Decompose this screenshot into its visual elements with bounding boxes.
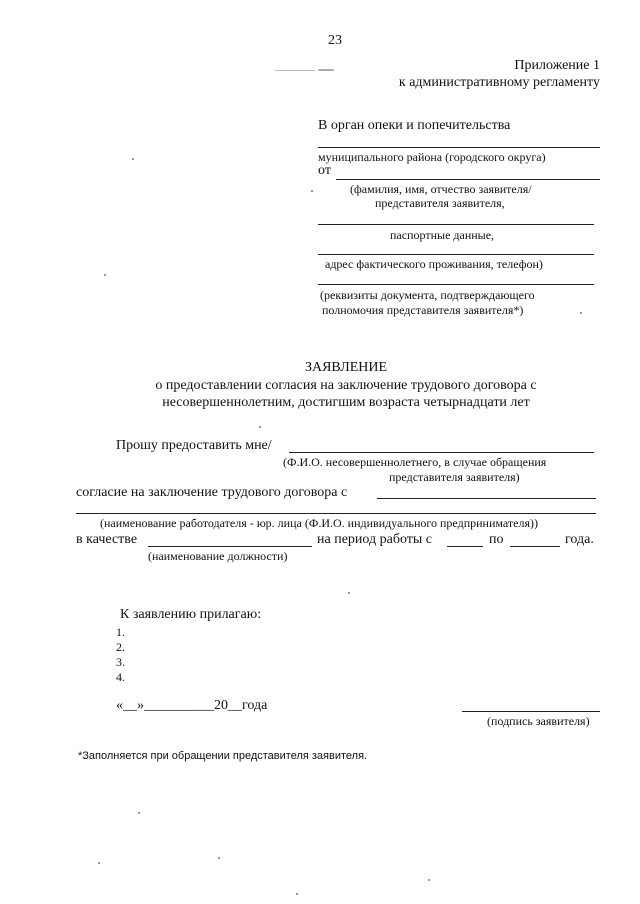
period-to-label: по	[489, 532, 504, 547]
scan-speck	[348, 592, 350, 594]
page-number: 23	[328, 33, 342, 48]
employer-hint: (наименование работодателя - юр. лица (Ф.И.О. индивидуального предпринимателя))	[100, 516, 538, 530]
scan-speck	[138, 812, 140, 814]
scan-speck	[218, 857, 220, 859]
scan-speck	[428, 879, 430, 881]
name-hint-2: представителя заявителя,	[375, 196, 505, 210]
scan-speck	[580, 312, 582, 314]
date-from-line	[447, 546, 483, 547]
minor-hint-2: представителя заявителя)	[389, 470, 520, 484]
name-hint-1: (фамилия, имя, отчество заявителя/	[350, 182, 532, 196]
passport-line	[318, 224, 594, 225]
document-hint-2: полномочия представителя заявителя*)	[322, 303, 524, 317]
attachment-item: 1.	[116, 625, 125, 639]
request-text: Прошу предоставить мне/	[116, 438, 272, 453]
municipal-line	[318, 147, 600, 148]
consent-text: согласие на заключение трудового договора с	[76, 485, 348, 500]
as-label: в качестве	[76, 532, 138, 547]
date-field: «__»__________20__года	[116, 698, 268, 713]
scan-speck	[259, 426, 261, 428]
date-to-line	[510, 546, 560, 547]
period-from-label: на период работы с	[317, 532, 433, 547]
title-line-1: о предоставлении согласия на заключение трудового договора с	[155, 378, 537, 393]
document-line	[318, 284, 594, 285]
position-line	[148, 546, 312, 547]
signature-hint: (подпись заявителя)	[487, 714, 590, 728]
document-hint-1: (реквизиты документа, подтверждающего	[320, 288, 535, 302]
footnote: *Заполняется при обращении представителя заявителя.	[78, 750, 368, 762]
scan-speck	[311, 190, 313, 192]
scan-speck	[98, 862, 100, 864]
addressee-title: В орган опеки и попечительства	[318, 118, 511, 133]
year-label: года.	[565, 532, 594, 547]
attachments-heading: К заявлению прилагаю:	[120, 607, 262, 622]
minor-hint-1: (Ф.И.О. несовершеннолетнего, в случае обращения	[283, 455, 547, 469]
document-title: ЗАЯВЛЕНИЕ	[304, 360, 388, 375]
address-line	[318, 254, 594, 255]
municipal-hint: муниципального района (городского округа)	[318, 150, 546, 164]
attachment-item: 2.	[116, 640, 125, 654]
passport-hint: паспортные данные,	[390, 228, 495, 242]
from-label: от	[318, 163, 331, 178]
title-line-2: несовершеннолетним, достигшим возраста четырнадцати лет	[162, 395, 530, 410]
scan-speck	[104, 274, 106, 276]
employer-line	[76, 513, 596, 514]
scan-speck	[318, 69, 334, 71]
attachment-item: 4.	[116, 670, 125, 684]
appendix-label: Приложение 1	[514, 58, 600, 73]
scan-speck	[275, 70, 315, 71]
minor-name-line	[289, 452, 594, 453]
signature-line	[462, 711, 600, 712]
consent-line	[377, 498, 596, 499]
scan-speck	[132, 158, 134, 160]
scan-speck	[296, 893, 298, 895]
from-line	[336, 179, 600, 180]
attachment-item: 3.	[116, 655, 125, 669]
regulation-label: к административному регламенту	[398, 75, 600, 90]
address-hint: адрес фактического проживания, телефон)	[325, 257, 543, 271]
position-hint: (наименование должности)	[148, 549, 288, 563]
